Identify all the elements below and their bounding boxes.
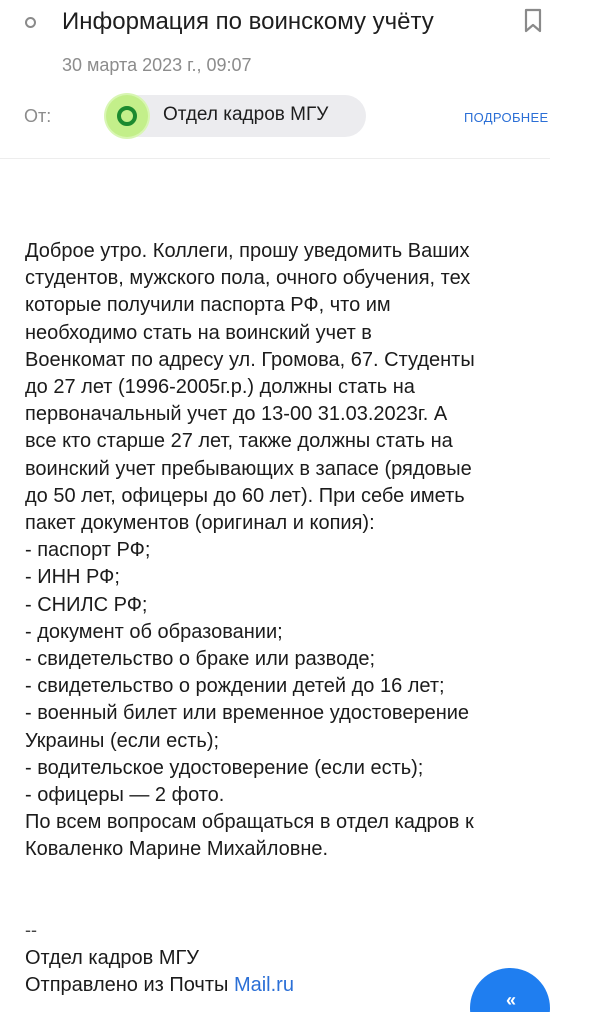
signature-separator: -- [25,920,37,940]
sender-name: Отдел кадров МГУ [163,104,329,125]
compose-icon: « [506,990,517,1010]
mailru-link[interactable]: Mail.ru [233,974,294,996]
sender-avatar-icon [106,95,148,137]
email-header [0,0,550,50]
details-link[interactable]: ПОДРОБНЕЕ [464,110,549,125]
signature-department: Отдел кадров МГУ [25,947,200,969]
from-label: От: [24,106,52,126]
email-subject: Информация по воинскому учёту [62,8,434,35]
sender-chip[interactable] [106,95,366,137]
compose-button[interactable] [470,968,550,1012]
sent-from-text: Отправлено из Почты [25,974,234,996]
signature-sent-from [25,974,294,997]
bookmark-icon[interactable] [524,8,542,34]
header-divider [0,158,550,159]
email-date: 30 марта 2023 г., 09:07 [62,55,252,75]
email-body: Доброе утро. Коллеги, прошу уведомить Ваших студентов, мужского пола, очного обучения, тех которые получили паспорта РФ, что им необходимо стать на воинский учет в Военкомат по адресу ул. Громова, 67. Студенты до 27 лет (1996-2005г.р.) должны стать на первоначальный учет до 13-00 31.03.2023г. А все кто старше 27 лет, также должны стать на воинский учет пребывающих в запасе (рядовые до 50 лет, офицеры до 60 лет). При себе иметь пакет документов (оригинал и копия): - паспорт РФ; - ИНН РФ; - СНИЛС РФ; - документ об образовании; - свидетельство о браке или разводе; - свидетельство о рождении детей до 16 лет; - военный билет или временное удостоверение Украины (если есть); - водительское удостоверение (если есть); - офицеры — 2 фото. По всем вопросам обращаться в отдел кадров к Коваленко Марине Михайловне. [25,240,475,861]
circle-outline-icon[interactable] [25,17,36,28]
